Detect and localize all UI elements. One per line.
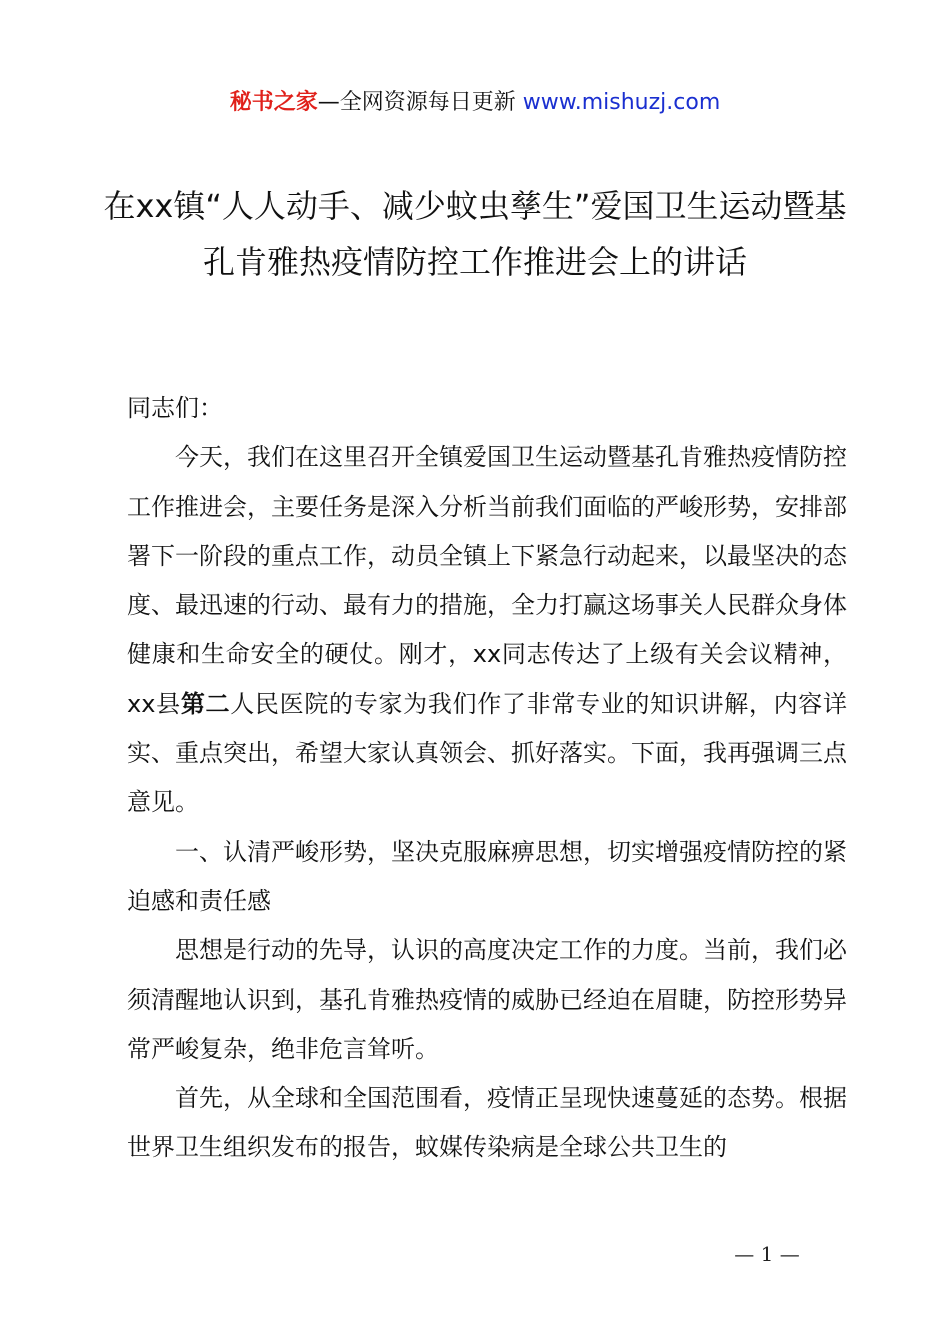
intro-paragraph	[127, 433, 847, 827]
site-header	[0, 88, 950, 118]
header-tagline: —全网资源每日更新	[317, 90, 523, 115]
intro-text-part1: 今天，我们在这里召开全镇爱国卫生运动暨基孔肯雅热疫情防控工作推进会，主要任务是深入分析当前我们面临的严峻形势，安排部署下一阶段的重点工作，动员全镇上下紧急行动起来，以最坚决的态度、最迅速的行动、最有力的措施，全力打赢这场事关人民群众身体健康和生命安全的硬仗。刚才，xx同志传达了上级有关会议精神，xx县	[127, 443, 847, 718]
document-body	[127, 384, 847, 1173]
site-url-link[interactable]: www.mishuzj.com	[522, 90, 721, 115]
page-number: — 1 —	[734, 1242, 800, 1266]
brand-name: 秘书之家	[229, 90, 318, 115]
salutation: 同志们：	[127, 394, 223, 422]
section-heading-1: 一、认清严峻形势，坚决克服麻痹思想，切实增强疫情防控的紧迫感和责任感	[127, 837, 847, 915]
document-title: 在xx镇“人人动手、减少蚊虫孳生”爱国卫生运动暨基孔肯雅热疫情防控工作推进会上的讲话	[103, 187, 847, 281]
intro-bold-text: 第二	[180, 689, 231, 718]
paragraph-3: 首先，从全球和全国范围看，疫情正呈现快速蔓延的态势。根据世界卫生组织发布的报告，蚊媒传染病是全球公共卫生的	[127, 1084, 847, 1162]
paragraph-2: 思想是行动的先导，认识的高度决定工作的力度。当前，我们必须清醒地认识到，基孔肯雅热疫情的威胁已经迫在眉睫，防控形势异常严峻复杂，绝非危言耸听。	[127, 936, 847, 1063]
intro-text-part2: 人民医院的专家为我们作了非常专业的知识讲解，内容详实、重点突出，希望大家认真领会、抓好落实。下面，我再强调三点意见。	[127, 689, 848, 817]
